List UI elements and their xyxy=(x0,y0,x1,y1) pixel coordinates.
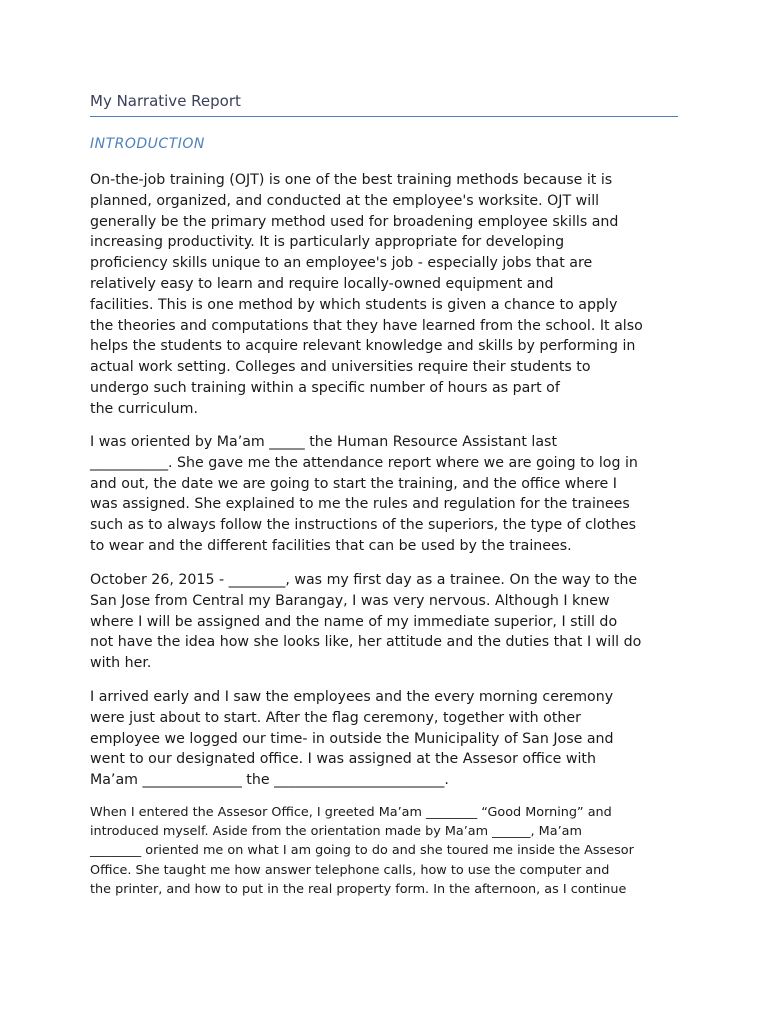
paragraph-line: planned, organized, and conducted at the employee's worksite. OJT will xyxy=(90,192,600,209)
paragraph-line: were just about to start. After the flag ceremony, together with other xyxy=(90,709,581,726)
paragraph-line: with her. xyxy=(90,655,152,672)
paragraph-line: undergo such training within a specific number of hours as part of xyxy=(90,379,560,396)
paragraph-line: On-the-job training (OJT) is one of the best training methods because it is xyxy=(90,172,613,188)
paragraph-line: facilities. This is one method by which students is given a chance to apply xyxy=(90,296,618,313)
paragraph-line: relatively easy to learn and require locally-owned equipment and xyxy=(90,275,554,292)
paragraph-line: ________ oriented me on what I am going to do and she toured me inside the Assesor xyxy=(90,843,634,859)
paragraph-line: and out, the date we are going to start the training, and the office where I xyxy=(90,475,617,492)
paragraph-line: where I will be assigned and the name of my immediate superior, I still do xyxy=(90,613,618,630)
section-heading: INTRODUCTION xyxy=(90,136,205,152)
paragraph-line: the curriculum. xyxy=(90,400,198,417)
paragraph-line: went to our designated office. I was assigned at the Assesor office with xyxy=(90,751,596,768)
paragraph-line: such as to always follow the instructions of the superiors, the type of clothes xyxy=(90,517,637,534)
paragraph-line: the theories and computations that they have learned from the school. It also xyxy=(90,317,643,334)
paragraph-line: increasing productivity. It is particularly appropriate for developing xyxy=(90,234,565,251)
paragraph-line: ___________. She gave me the attendance report where we are going to log in xyxy=(90,454,638,471)
paragraph-line: San Jose from Central my Barangay, I was very nervous. Although I knew xyxy=(90,592,610,609)
paragraph-line: When I entered the Assesor Office, I greeted Ma’am ________ “Good Morning” and xyxy=(90,805,612,820)
paragraph-line: October 26, 2015 - ________, was my first day as a trainee. On the way to the xyxy=(90,572,638,588)
paragraph-line: Office. She taught me how answer telephone calls, how to use the computer and xyxy=(90,862,610,878)
paragraph-line: actual work setting. Colleges and universities require their students to xyxy=(90,359,591,376)
paragraph-line: not have the idea how she looks like, her attitude and the duties that I will do xyxy=(90,634,642,651)
paragraph-line: I was oriented by Ma’am _____ the Human Resource Assistant last xyxy=(90,434,558,450)
paragraph-5 xyxy=(90,803,680,899)
paragraph-line: to wear and the different facilities that can be used by the trainees. xyxy=(90,537,572,554)
paragraph-line: I arrived early and I saw the employees and the every morning ceremony xyxy=(90,689,614,705)
paragraph-1 xyxy=(90,170,680,420)
paragraph-line: employee we logged our time- in outside the Municipality of San Jose and xyxy=(90,730,614,747)
title-underline-divider xyxy=(90,116,678,117)
paragraph-4 xyxy=(90,687,680,791)
paragraph-line: the printer, and how to put in the real property form. In the afternoon, as I continue xyxy=(90,881,627,897)
paragraph-line: introduced myself. Aside from the orientation made by Ma’am ______, Ma’am xyxy=(90,824,582,840)
paragraph-line: generally be the primary method used for broadening employee skills and xyxy=(90,213,619,230)
paragraph-line: Ma’am ______________ the ________________________. xyxy=(90,772,449,789)
paragraph-line: was assigned. She explained to me the rules and regulation for the trainees xyxy=(90,496,630,513)
document-title: My Narrative Report xyxy=(90,92,241,110)
paragraph-3 xyxy=(90,570,680,674)
paragraph-2 xyxy=(90,432,680,557)
paragraph-line: proficiency skills unique to an employee's job - especially jobs that are xyxy=(90,255,593,272)
paragraph-line: helps the students to acquire relevant knowledge and skills by performing in xyxy=(90,338,636,355)
